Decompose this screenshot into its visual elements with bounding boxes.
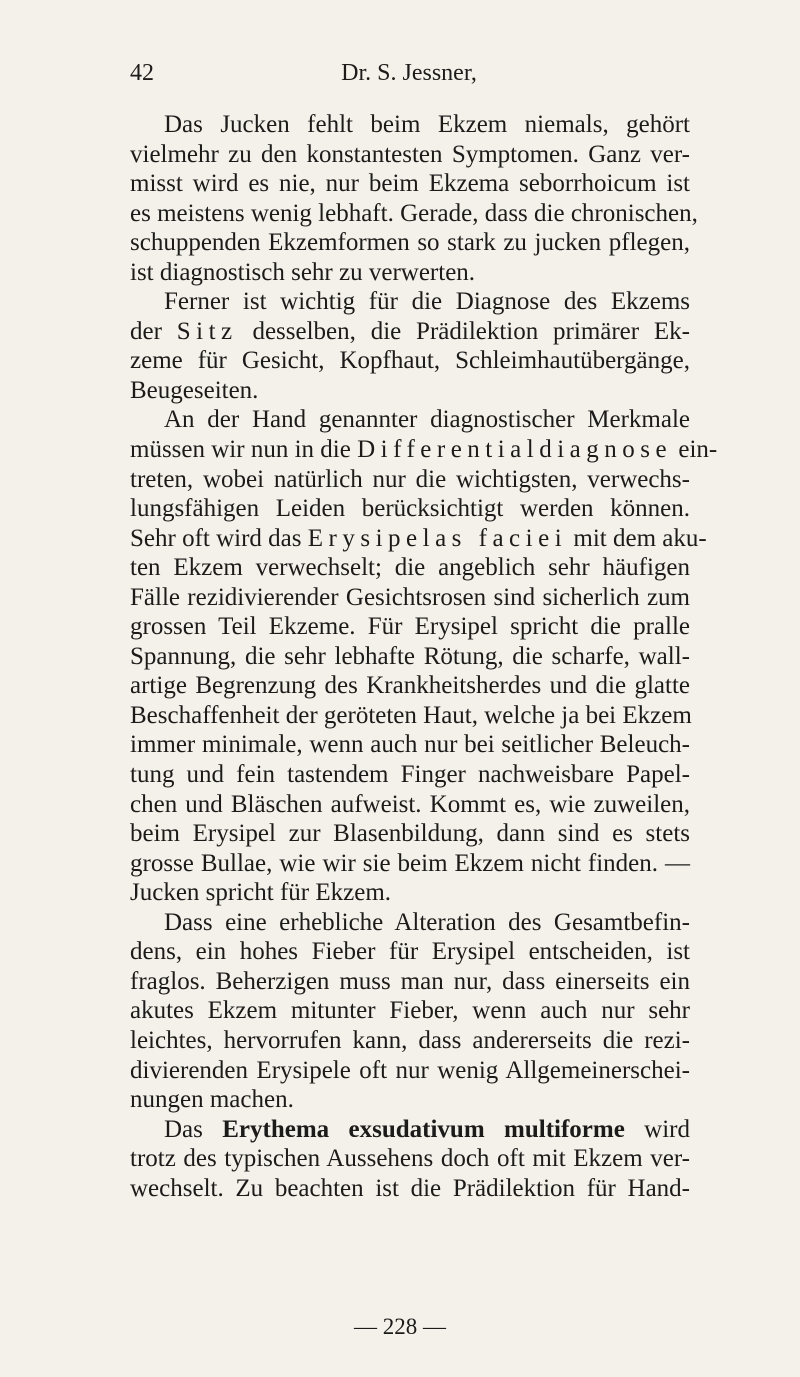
text-line: schuppenden Ekzemformen so stark zu jucken pflegen, — [130, 229, 690, 257]
text-line: artige Begrenzung des Krankheitsherdes und die glatte — [130, 672, 690, 700]
bold-term-erythema: Erythema exsudativum multiforme — [222, 1115, 625, 1143]
text-line: Ferner ist wichtig für die Diagnose des Ekzems — [164, 288, 690, 316]
text-line — [130, 1115, 690, 1145]
text-line: grosse Bullae, wie wir sie beim Ekzem nicht finden. — — [130, 849, 690, 877]
text-line: treten, wobei natürlich nur die wichtigsten, verwechs- — [130, 465, 690, 493]
text-line: grossen Teil Ekzeme. Für Erysipel spricht die pralle — [130, 613, 690, 641]
text-line: akutes Ekzem mitunter Fieber, wenn auch nur sehr — [130, 997, 690, 1025]
text-line — [130, 435, 718, 465]
text-line: zeme für Gesicht, Kopfhaut, Schleimhautübergänge, — [130, 347, 690, 375]
text-line: Beugeseiten. — [130, 376, 259, 404]
text-line: lungsfähigen Leiden berücksichtigt werden können. — [130, 495, 690, 523]
text-segment: Das — [164, 1115, 203, 1143]
page-number: 42 — [130, 60, 154, 86]
text-line: tung und fein tastendem Finger nachweisbare Papel- — [130, 761, 690, 789]
text-line: ten Ekzem verwechselt; die angeblich sehr häufigen — [130, 554, 690, 582]
text-line: trotz des typischen Aussehens doch oft mit Ekzem ver- — [130, 1145, 690, 1173]
text-line: leichtes, hervorrufen kann, dass andererseits die rezi- — [130, 1026, 690, 1054]
text-segment: ein- — [678, 436, 718, 464]
page-footer-number: — 228 — — [354, 1314, 446, 1339]
text-line: vielmehr zu den konstantesten Symptomen. Ganz ver- — [130, 140, 690, 168]
spaced-term-erysipelas: Erysipelas faciei — [307, 524, 568, 552]
text-segment: wird — [644, 1115, 690, 1143]
text-line: fraglos. Beherzigen muss man nur, dass einerseits ein — [130, 967, 690, 995]
text-line: chen und Bläschen aufweist. Kommt es, wie zuweilen, — [130, 790, 690, 818]
text-line: Das Jucken fehlt beim Ekzem niemals, gehört — [164, 111, 690, 138]
text-line: Spannung, die sehr lebhafte Rötung, die scharfe, wall- — [130, 642, 690, 670]
text-line: misst wird es nie, nur beim Ekzema seborrhoicum ist — [130, 170, 690, 198]
running-head: Dr. S. Jessner, — [341, 60, 477, 86]
text-line: nungen machen. — [130, 1086, 294, 1114]
text-line: dens, ein hohes Fieber für Erysipel entscheiden, ist — [130, 938, 690, 966]
text-segment: mit dem aku- — [573, 524, 707, 552]
text-line: Beschaffenheit der geröteten Haut, welche ja bei Ekzem — [130, 701, 692, 729]
text-line: es meistens wenig lebhaft. Gerade, dass die chronischen, — [130, 199, 698, 227]
page-header — [130, 60, 688, 94]
text-segment: der — [130, 317, 162, 345]
spaced-term-sitz: Sitz — [176, 317, 238, 345]
spaced-term-differentialdiagnose: Differentialdiagnose — [357, 436, 673, 464]
text-line: immer minimale, wenn auch nur bei seitlicher Beleuch- — [130, 731, 690, 759]
text-segment: Sehr oft wird das — [130, 524, 302, 552]
text-segment: desselben, die Prädilektion primärer Ek- — [252, 317, 691, 345]
text-line: divierenden Erysipele oft nur wenig Allgemeinerschei- — [130, 1056, 690, 1084]
body-text — [130, 110, 718, 1203]
text-line: ist diagnostisch sehr zu verwerten. — [130, 258, 476, 286]
text-line — [130, 317, 690, 347]
text-line — [130, 524, 707, 554]
text-line: wechselt. Zu beachten ist die Prädilektion für Hand- — [130, 1174, 690, 1202]
text-line: Fälle rezidivierender Gesichtsrosen sind sicherlich zum — [130, 583, 690, 611]
text-line: Jucken spricht für Ekzem. — [130, 879, 392, 907]
text-line: An der Hand genannter diagnostischer Merkmale — [164, 406, 690, 434]
text-line: Dass eine erhebliche Alteration des Gesamtbefin- — [164, 908, 690, 936]
text-segment: müssen wir nun in die — [130, 436, 351, 464]
text-line: beim Erysipel zur Blasenbildung, dann sind es stets — [130, 820, 690, 848]
